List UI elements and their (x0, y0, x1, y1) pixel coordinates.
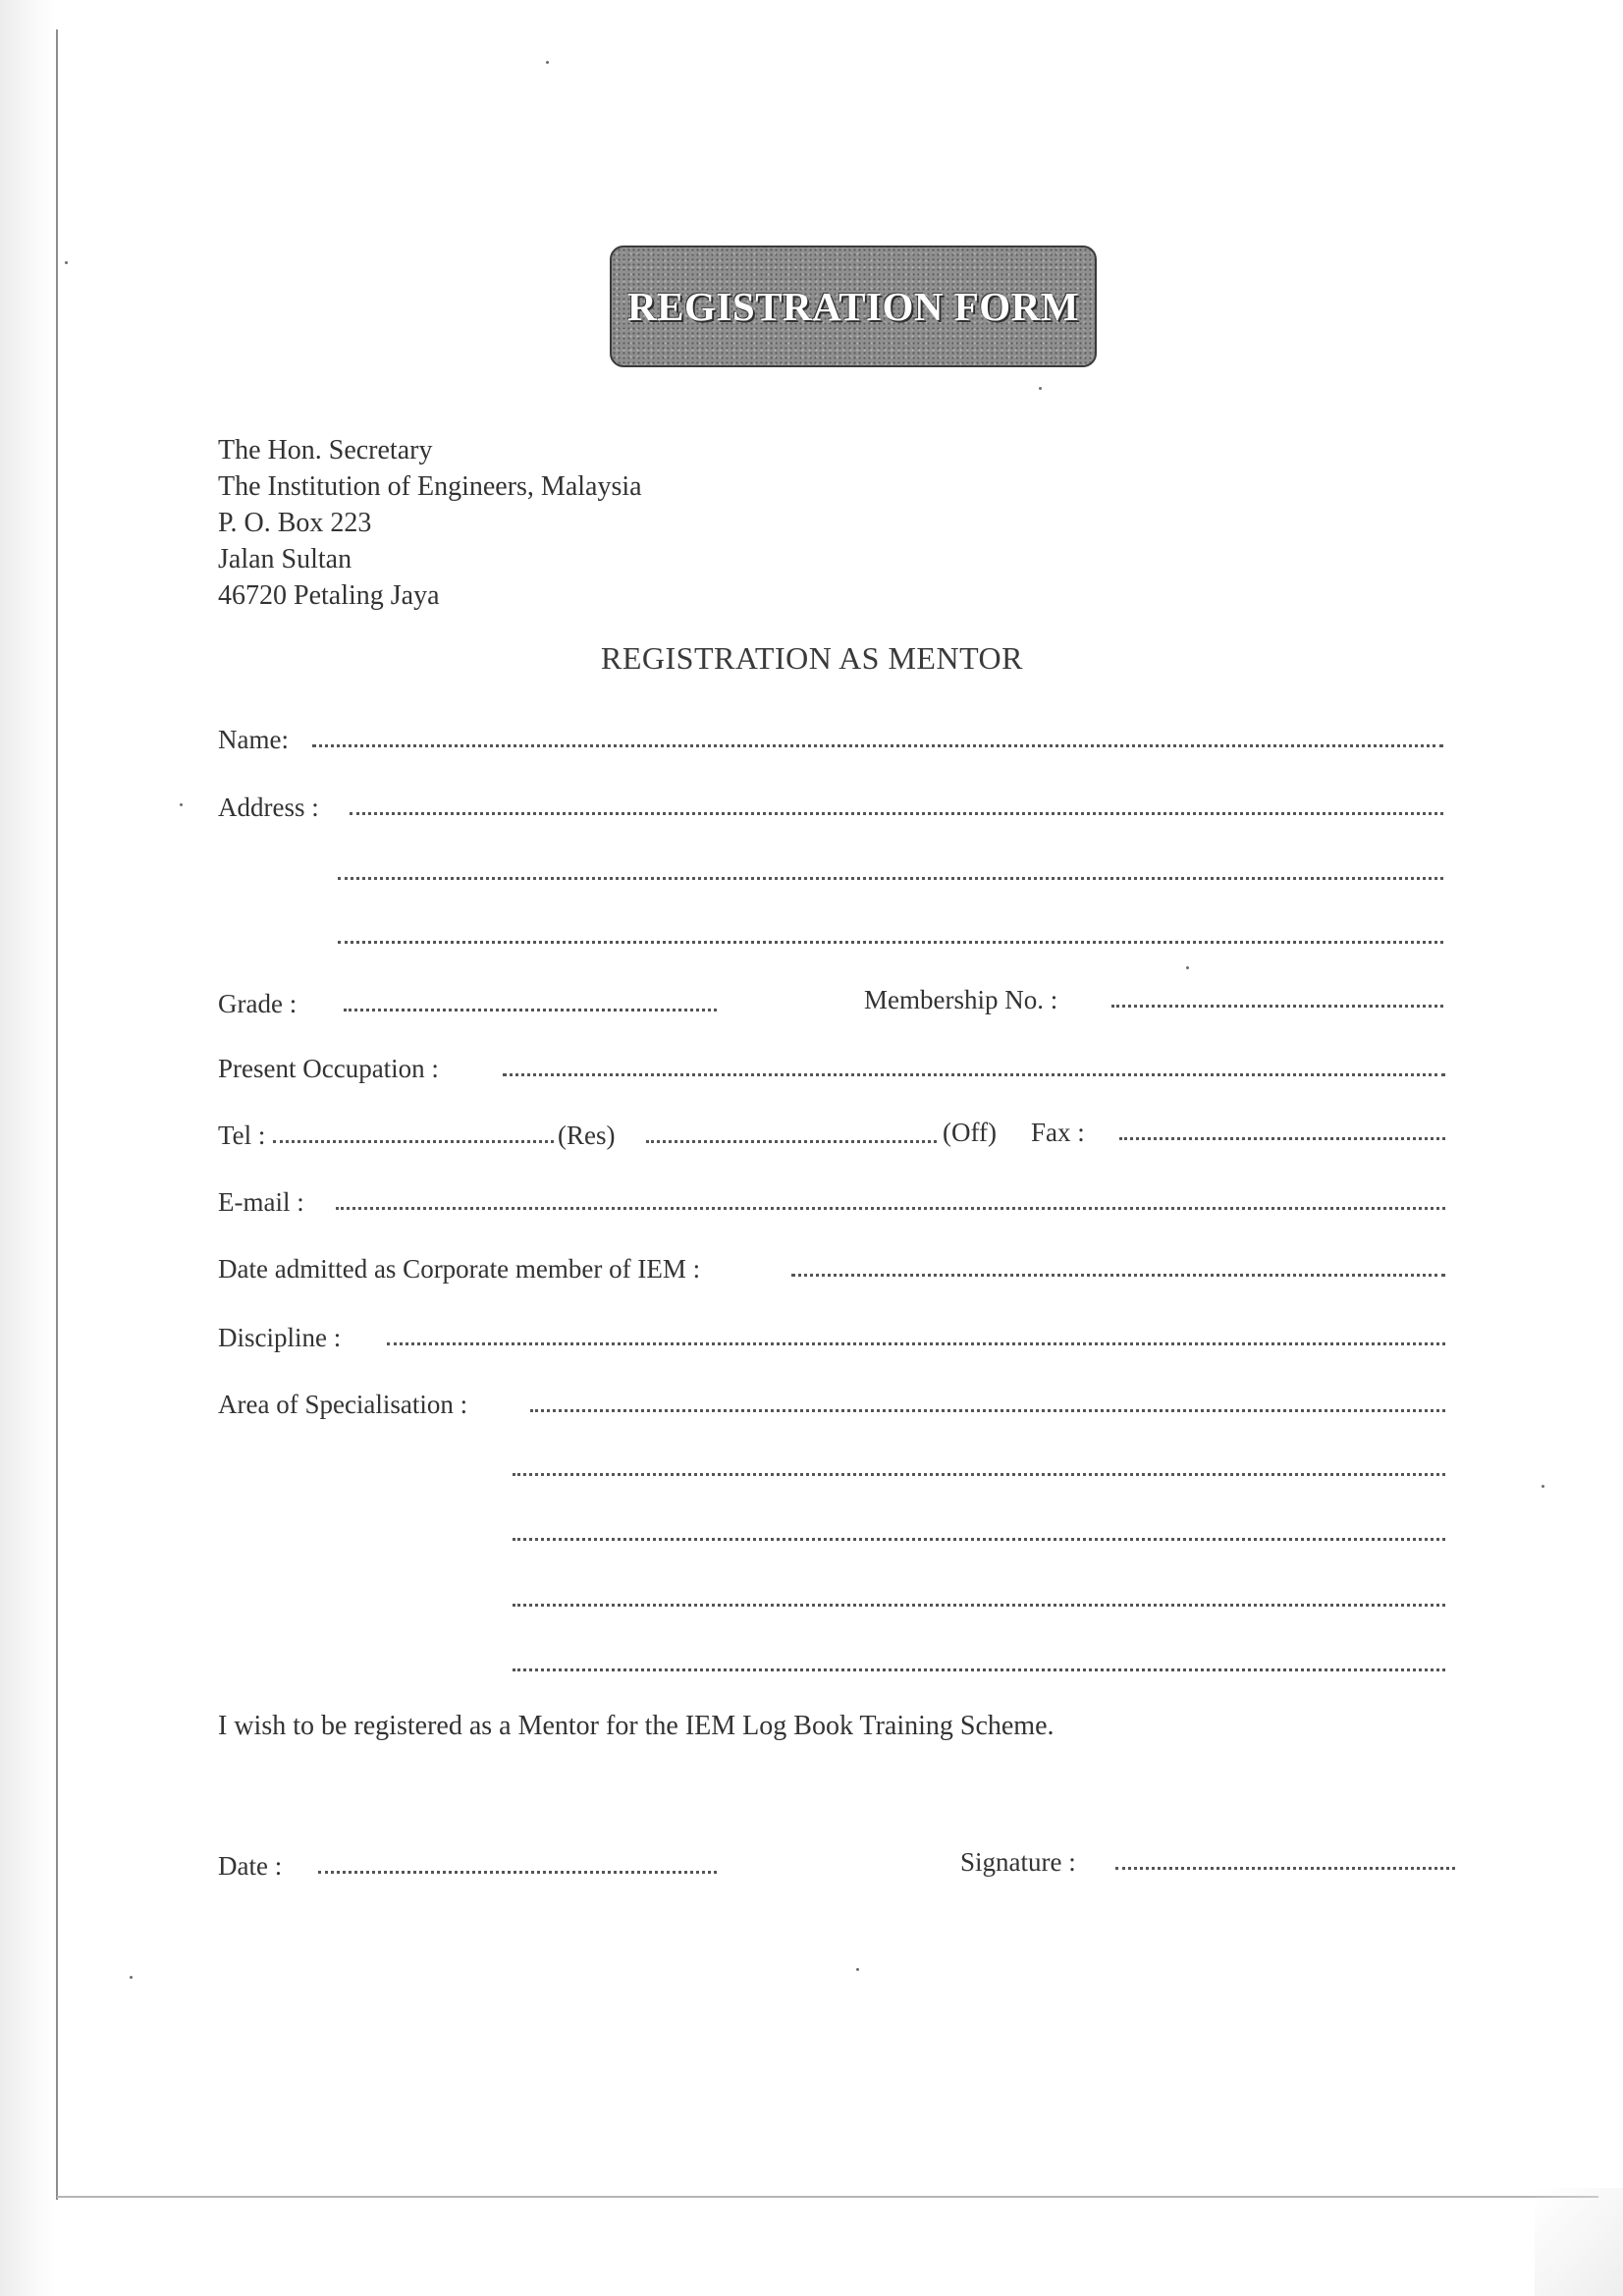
date-label: Date : (218, 1851, 283, 1881)
scan-speck (1186, 966, 1189, 969)
scan-speck (856, 1968, 859, 1971)
scan-speck (1039, 387, 1042, 390)
tel-off-label: (Off) (943, 1118, 997, 1147)
name-field[interactable] (312, 744, 1443, 747)
address-line: Jalan Sultan (218, 544, 352, 574)
discipline-label: Discipline : (218, 1323, 342, 1352)
scan-speck (130, 1976, 133, 1979)
specialisation-field-line-4[interactable] (513, 1604, 1445, 1607)
address-line: The Institution of Engineers, Malaysia (218, 471, 642, 502)
fax-field[interactable] (1119, 1137, 1445, 1140)
grade-label: Grade : (218, 989, 298, 1018)
scan-speck (65, 261, 68, 264)
fax-label: Fax : (1031, 1118, 1085, 1147)
tel-label: Tel : (218, 1121, 266, 1150)
scan-edge-shadow (0, 0, 57, 2296)
email-field[interactable] (336, 1207, 1445, 1210)
address-line: P. O. Box 223 (218, 508, 372, 538)
form-title: REGISTRATION FORM (627, 284, 1079, 329)
membership-number-field[interactable] (1111, 1005, 1443, 1008)
date-admitted-label: Date admitted as Corporate member of IEM : (218, 1254, 701, 1284)
address-label: Address : (218, 793, 319, 822)
date-field[interactable] (318, 1871, 717, 1874)
date-admitted-field[interactable] (791, 1274, 1445, 1277)
address-field-line-2[interactable] (338, 877, 1443, 880)
scan-bottom-line (57, 2196, 1598, 2198)
tel-res-label: (Res) (558, 1121, 616, 1150)
occupation-field[interactable] (503, 1073, 1445, 1076)
discipline-field[interactable] (387, 1342, 1445, 1345)
tel-res-field[interactable] (273, 1140, 554, 1143)
address-line: 46720 Petaling Jaya (218, 580, 440, 611)
address-line: The Hon. Secretary (218, 435, 433, 465)
form-heading: REGISTRATION AS MENTOR (601, 640, 1023, 676)
membership-number-label: Membership No. : (864, 985, 1058, 1014)
scan-speck (546, 61, 549, 64)
address-field-line-1[interactable] (350, 812, 1443, 815)
scan-edge-line (56, 29, 58, 2200)
scan-speck (1542, 1485, 1544, 1488)
name-label: Name: (218, 725, 289, 754)
form-title-banner (610, 246, 1097, 367)
signature-label: Signature : (960, 1847, 1076, 1877)
specialisation-field-line-5[interactable] (513, 1668, 1445, 1671)
email-label: E-mail : (218, 1187, 304, 1217)
signature-field[interactable] (1115, 1867, 1455, 1870)
address-field-line-3[interactable] (338, 941, 1443, 944)
specialisation-label: Area of Specialisation : (218, 1390, 468, 1419)
specialisation-field-line-2[interactable] (513, 1473, 1445, 1476)
specialisation-field-line-3[interactable] (513, 1538, 1445, 1541)
grade-field[interactable] (344, 1009, 717, 1011)
declaration-text: I wish to be registered as a Mentor for the IEM Log Book Training Scheme. (218, 1711, 1055, 1741)
scan-speck (180, 803, 183, 806)
recipient-address (218, 432, 642, 614)
scan-corner-shade (1535, 2188, 1623, 2296)
tel-off-field[interactable] (646, 1140, 937, 1143)
specialisation-field-line-1[interactable] (530, 1409, 1445, 1412)
occupation-label: Present Occupation : (218, 1054, 439, 1083)
